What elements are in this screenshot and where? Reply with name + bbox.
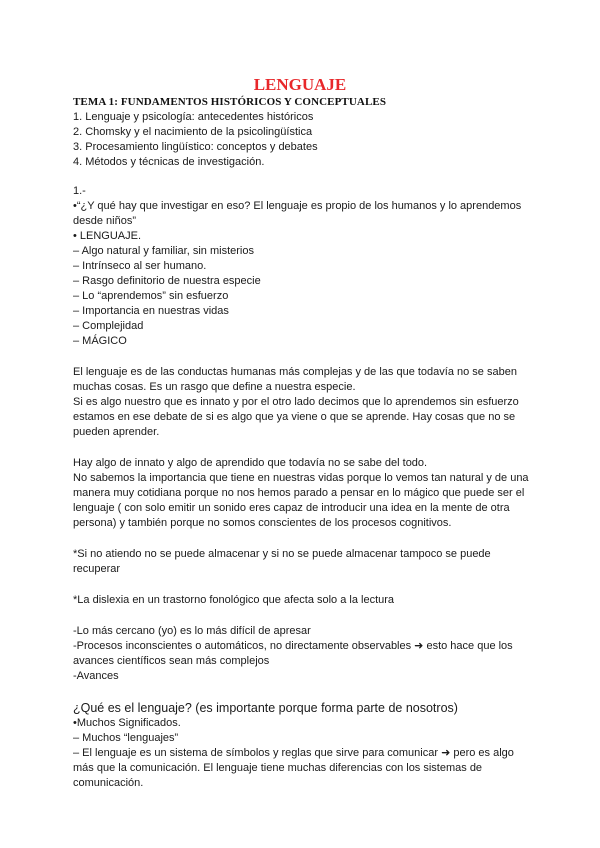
list-item: – Complejidad bbox=[73, 320, 144, 332]
note: *Si no atiendo no se puede almacenar y si no se puede almacenar tampoco se puede recuperar bbox=[73, 548, 491, 575]
list-item: – Algo natural y familiar, sin misterios bbox=[73, 245, 254, 257]
paragraph: Hay algo de innato y algo de aprendido que todavía no se sabe del todo. bbox=[73, 457, 428, 469]
spacer bbox=[73, 170, 533, 184]
dash-item: -Lo más cercano (yo) es lo más difícil de apresar bbox=[73, 625, 311, 637]
paragraph: Si es algo nuestro que es innato y por el otro lado decimos que lo aprendemos sin esfuerzo estamos en ese debate de si es algo que ya viene o que se aprende. Hay cosas que no se pueden aprender. bbox=[73, 396, 519, 438]
paragraph: El lenguaje es de las conductas humanas más complejas y de las que todavía no se saben muchas cosas. Es un rasgo que define a nuestra especie. bbox=[73, 366, 517, 393]
section-number: 1.- bbox=[73, 185, 86, 197]
dash-item: -Avances bbox=[73, 670, 119, 682]
spacer bbox=[73, 440, 533, 456]
page-title: LENGUAJE bbox=[253, 75, 347, 94]
list-item: – Muchos “lenguajes” bbox=[73, 732, 179, 744]
index-item: 3. Procesamiento lingüístico: conceptos y debates bbox=[73, 141, 318, 153]
list-item: – Lo “aprendemos” sin esfuerzo bbox=[73, 290, 229, 302]
list-item: – Rasgo definitorio de nuestra especie bbox=[73, 275, 261, 287]
list-item: •Muchos Significados. bbox=[73, 717, 181, 729]
list-item: – Importancia en nuestras vidas bbox=[73, 305, 229, 317]
spacer bbox=[73, 608, 533, 624]
index-item: 4. Métodos y técnicas de investigación. bbox=[73, 156, 265, 168]
list-item: – MÁGICO bbox=[73, 335, 127, 347]
index-item: 1. Lenguaje y psicología: antecedentes históricos bbox=[73, 111, 314, 123]
document-body bbox=[73, 96, 533, 791]
spacer bbox=[73, 531, 533, 547]
note: *La dislexia en un trastorno fonológico que afecta solo a la lectura bbox=[73, 594, 395, 606]
list-item: – El lenguaje es un sistema de símbolos y reglas que sirve para comunicar ➜ pero es algo más que la comunicación. El lenguaje tiene muchas diferencias con los sistemas de comunicación. bbox=[73, 747, 514, 789]
spacer bbox=[73, 349, 533, 365]
lenguaje-label: • LENGUAJE. bbox=[73, 230, 142, 242]
dash-item: -Procesos inconscientes o automáticos, no directamente observables ➜ esto hace que los avances científicos sean más complejos bbox=[73, 640, 513, 667]
spacer bbox=[73, 684, 533, 700]
list-item: – Intrínseco al ser humano. bbox=[73, 260, 207, 272]
paragraph: No sabemos la importancia que tiene en nuestras vidas porque lo vemos tan natural y de una manera muy cotidiana porque no nos hemos parado a pensar en lo mágico que puede ser el lenguaje ( con solo emitir un sonido eres capaz de introducir una idea en la mente de otra persona) y también porque no somos conscientes de los procesos cognitivos. bbox=[73, 472, 529, 529]
quote-text: •“¿Y qué hay que investigar en eso? El lenguaje es propio de los humanos y lo aprendemos desde niños” bbox=[73, 200, 522, 227]
tema-heading: TEMA 1: FUNDAMENTOS HISTÓRICOS Y CONCEPTUALES bbox=[73, 96, 387, 108]
spacer bbox=[73, 577, 533, 593]
index-item: 2. Chomsky y el nacimiento de la psicolingüística bbox=[73, 126, 313, 138]
question-heading: ¿Qué es el lenguaje? (es importante porque forma parte de nosotros) bbox=[73, 701, 458, 715]
